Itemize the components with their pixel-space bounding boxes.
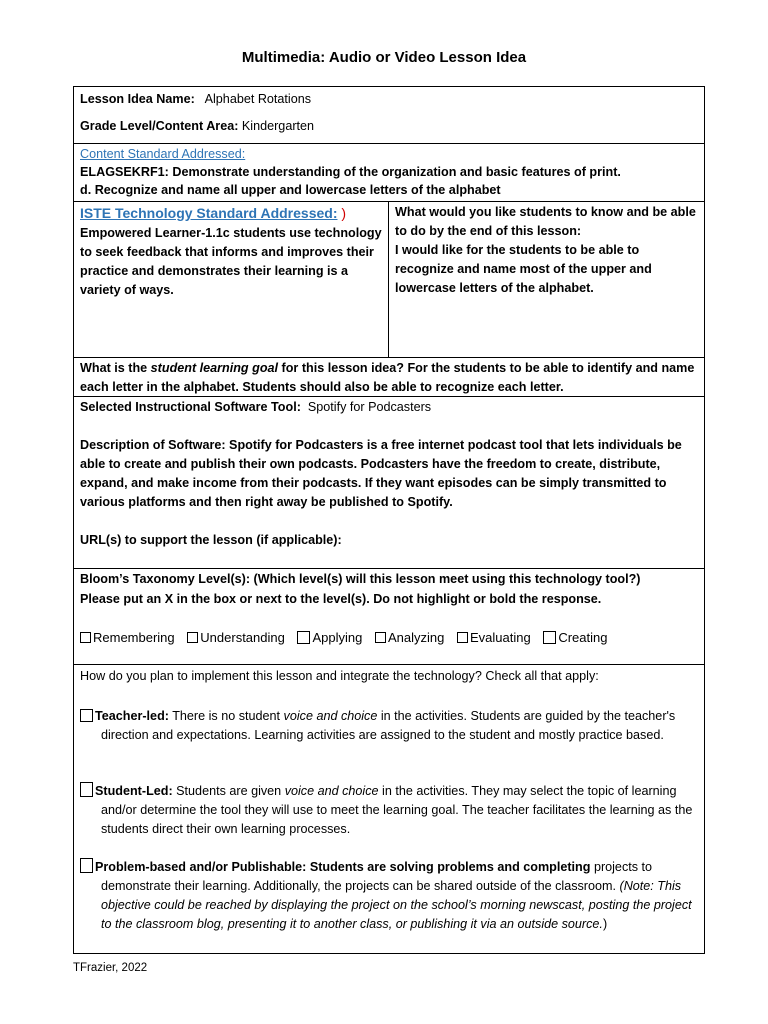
option-teacher-led[interactable]: Teacher-led: There is no student voice and choice in the activities. Students are guided by the teacher's direction and expectations. Learning activities are assigned to the student and mostly practice based. <box>80 707 698 745</box>
know-question: What would you like students to know and be able to do by the end of this lesson: <box>395 205 696 238</box>
learning-goal-row <box>74 358 704 397</box>
blooms-row <box>74 569 704 665</box>
blooms-line1: Bloom’s Taxonomy Level(s): (Which level(s) will this lesson meet using this technology tool?) <box>80 572 641 586</box>
lesson-form <box>73 86 705 954</box>
iste-text: Empowered Learner-1.1c students use technology to seek feedback that informs and improves their practice and demonstrates their learning is a variety of ways. <box>80 226 382 297</box>
level-analyzing[interactable]: Analyzing <box>375 628 444 647</box>
checkbox-icon[interactable] <box>80 858 93 873</box>
option-student-led[interactable]: Student-Led: Students are given voice and choice in the activities. They may select the topic of learning and/or determine the tool they will use to meet the learning goal. The teacher facilitates the learning as the students direct their own learning processes. <box>80 782 698 839</box>
checkbox-icon[interactable] <box>297 631 310 644</box>
goal-prefix: What is the <box>80 361 148 375</box>
checkbox-icon[interactable] <box>80 782 93 797</box>
iste-heading: ISTE Technology Standard Addressed: <box>80 205 338 221</box>
implement-question: How do you plan to implement this lesson and integrate the technology? Check all that apply: <box>80 669 599 683</box>
content-standard-row <box>74 144 704 202</box>
iste-row <box>74 202 704 358</box>
checkbox-icon[interactable] <box>187 632 198 643</box>
iste-paren: ) <box>341 205 347 221</box>
lesson-name-value: Alphabet Rotations <box>204 92 312 106</box>
goal-emphasis: student learning goal <box>150 361 279 375</box>
goal-rest: for this lesson idea? For the students to be able to identify and name each letter in the alphabet. Students should also be able to recognize each letter. <box>80 361 695 394</box>
blooms-levels <box>80 628 698 647</box>
software-description: Description of Software: Spotify for Podcasters is a free internet podcast tool that lets individuals be able to create and publish their own podcasts. Podcasters have the freedom to create, distribute, expand, and make income from their podcasts. If they want episodes can be simply transmitted to various platforms and then right away be published to Spotify. <box>80 438 682 509</box>
level-applying[interactable]: Applying <box>297 628 362 647</box>
grade-value: Kindergarten <box>241 119 315 133</box>
page-title: Multimedia: Audio or Video Lesson Idea <box>241 49 527 66</box>
lesson-name-label: Lesson Idea Name: <box>80 92 195 106</box>
iste-cell <box>74 202 389 357</box>
content-standard-line1: ELAGSEKRF1: Demonstrate understanding of the organization and basic features of print. <box>80 165 621 179</box>
grade-label: Grade Level/Content Area: <box>80 119 239 133</box>
level-understanding[interactable]: Understanding <box>187 628 285 647</box>
level-creating[interactable]: Creating <box>543 628 607 647</box>
checkbox-icon[interactable] <box>80 632 91 643</box>
checkbox-icon[interactable] <box>543 631 556 644</box>
software-row <box>74 397 704 569</box>
know-answer: I would like for the students to be able to recognize and name most of the upper and lowercase letters of the alphabet. <box>395 243 652 295</box>
checkbox-icon[interactable] <box>375 632 386 643</box>
implementation-row <box>74 665 704 955</box>
lesson-info-row <box>74 87 704 144</box>
software-tool-label: Selected Instructional Software Tool: <box>80 400 301 414</box>
footer-credit: TFrazier, 2022 <box>73 962 148 974</box>
level-evaluating[interactable]: Evaluating <box>457 628 531 647</box>
level-remembering[interactable]: Remembering <box>80 628 175 647</box>
content-standard-heading: Content Standard Addressed: <box>80 147 246 161</box>
url-label: URL(s) to support the lesson (if applicable): <box>80 533 342 547</box>
content-standard-line2: d. Recognize and name all upper and lowercase letters of the alphabet <box>80 183 501 197</box>
checkbox-icon[interactable] <box>457 632 468 643</box>
checkbox-icon[interactable] <box>80 709 93 722</box>
blooms-line2: Please put an X in the box or next to the level(s). Do not highlight or bold the response. <box>80 592 602 606</box>
option-problem-based[interactable]: Problem-based and/or Publishable: Students are solving problems and completing projects to demonstrate their learning. Additionally, the projects can be shared outside of the classroom. (Note: This objective could be reached by displaying the project on the school’s morning newscast, posting the project to the classroom blog, presenting it to another class, or publishing it via an outside source.) <box>80 858 698 934</box>
know-cell <box>389 202 704 357</box>
software-tool-value: Spotify for Podcasters <box>307 400 432 414</box>
